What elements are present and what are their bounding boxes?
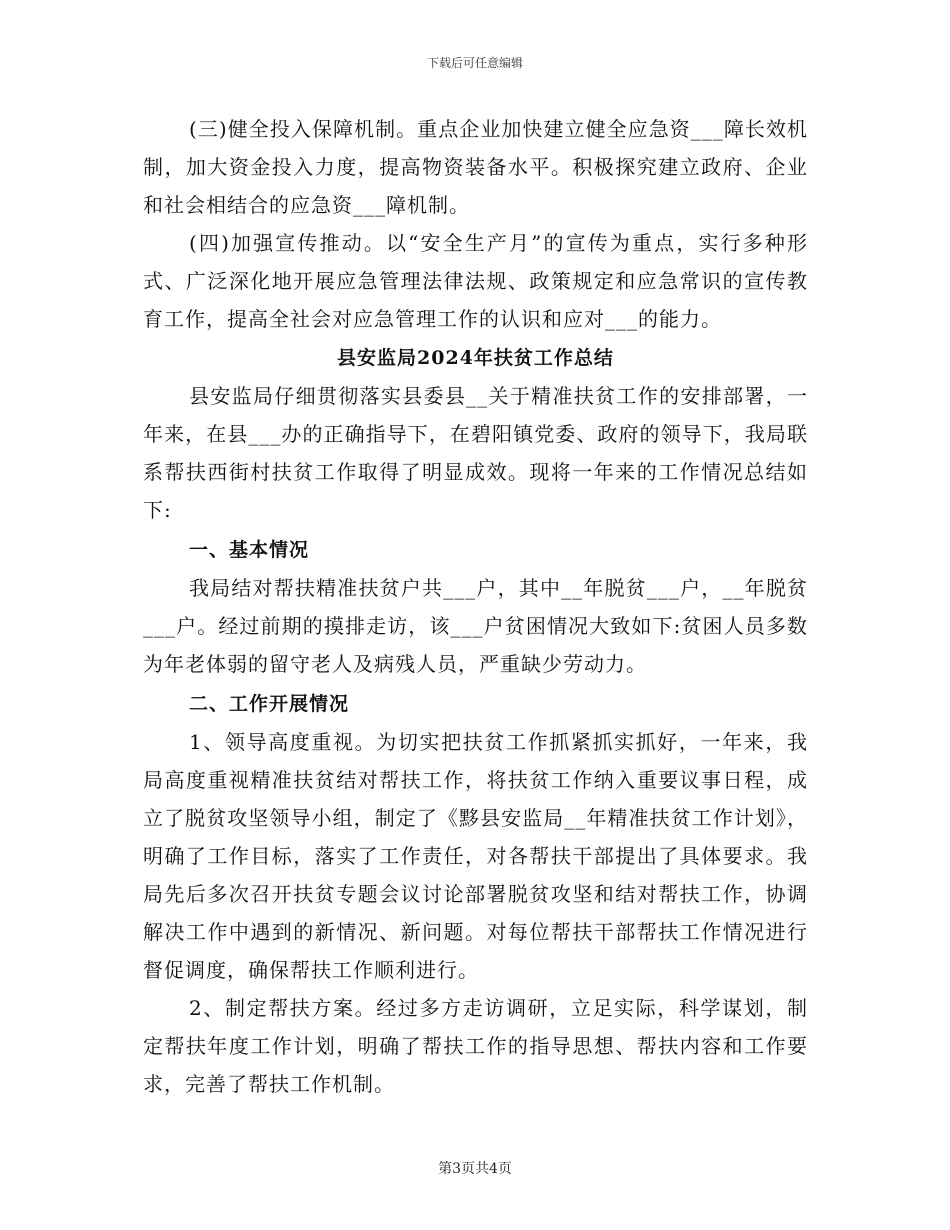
paragraph-intro: 县安监局仔细贯彻落实县委县__关于精准扶贫工作的安排部署，一年来，在县___办的正确指导下，在碧阳镇党委、政府的领导下，我局联系帮扶西街村扶贫工作取得了明显成效。现将一年来的工作情况总结如下: (143, 384, 808, 522)
document-title: 县安监局2024年扶贫工作总结 (337, 347, 614, 369)
section-heading-work: 二、工作开展情况 (189, 693, 350, 715)
document-body (143, 110, 808, 1103)
section-heading-basic: 一、基本情况 (189, 539, 310, 561)
paragraph-publicity: (四)加强宣传推动。以“安全生产月”的宣传为重点，实行多种形式、广泛深化地开展应急管理法律法规、政策规定和应急常识的宣传教育工作，提高全社会对应急管理工作的认识和应对___的能力。 (143, 231, 808, 331)
paragraph-investment-guarantee: (三)健全投入保障机制。重点企业加快建立健全应急资___障长效机制，加大资金投入力度，提高物资装备水平。积极探究建立政府、企业和社会相结合的应急资___障机制。 (143, 117, 808, 217)
paragraph-assistance-plan: 2、制定帮扶方案。经过多方走访调研，立足实际，科学谋划，制定帮扶年度工作计划，明确了帮扶工作的指导思想、帮扶内容和工作要求，完善了帮扶工作机制。 (143, 996, 808, 1096)
header-note: 下载后可任意编辑 (426, 56, 523, 70)
page-number: 第3页共4页 (438, 1161, 512, 1177)
paragraph-leadership: 1、领导高度重视。为切实把扶贫工作抓紧抓实抓好，一年来，我局高度重视精准扶贫结对帮扶工作，将扶贫工作纳入重要议事日程，成立了脱贫攻坚领导小组，制定了《黟县安监局__年精准扶贫工作计划》，明确了工作目标，落实了工作责任，对各帮扶干部提出了具体要求。我局先后多次召开扶贫专题会议讨论部署脱贫攻坚和结对帮扶工作，协调解决工作中遇到的新情况、新问题。对每位帮扶干部帮扶工作情况进行督促调度，确保帮扶工作顺利进行。 (143, 730, 808, 982)
paragraph-basic-situation: 我局结对帮扶精准扶贫户共___户，其中__年脱贫___户，__年脱贫___户。经过前期的摸排走访，该___户贫困情况大致如下:贫困人员多数为年老体弱的留守老人及病残人员，严重缺少劳动力。 (143, 576, 808, 676)
